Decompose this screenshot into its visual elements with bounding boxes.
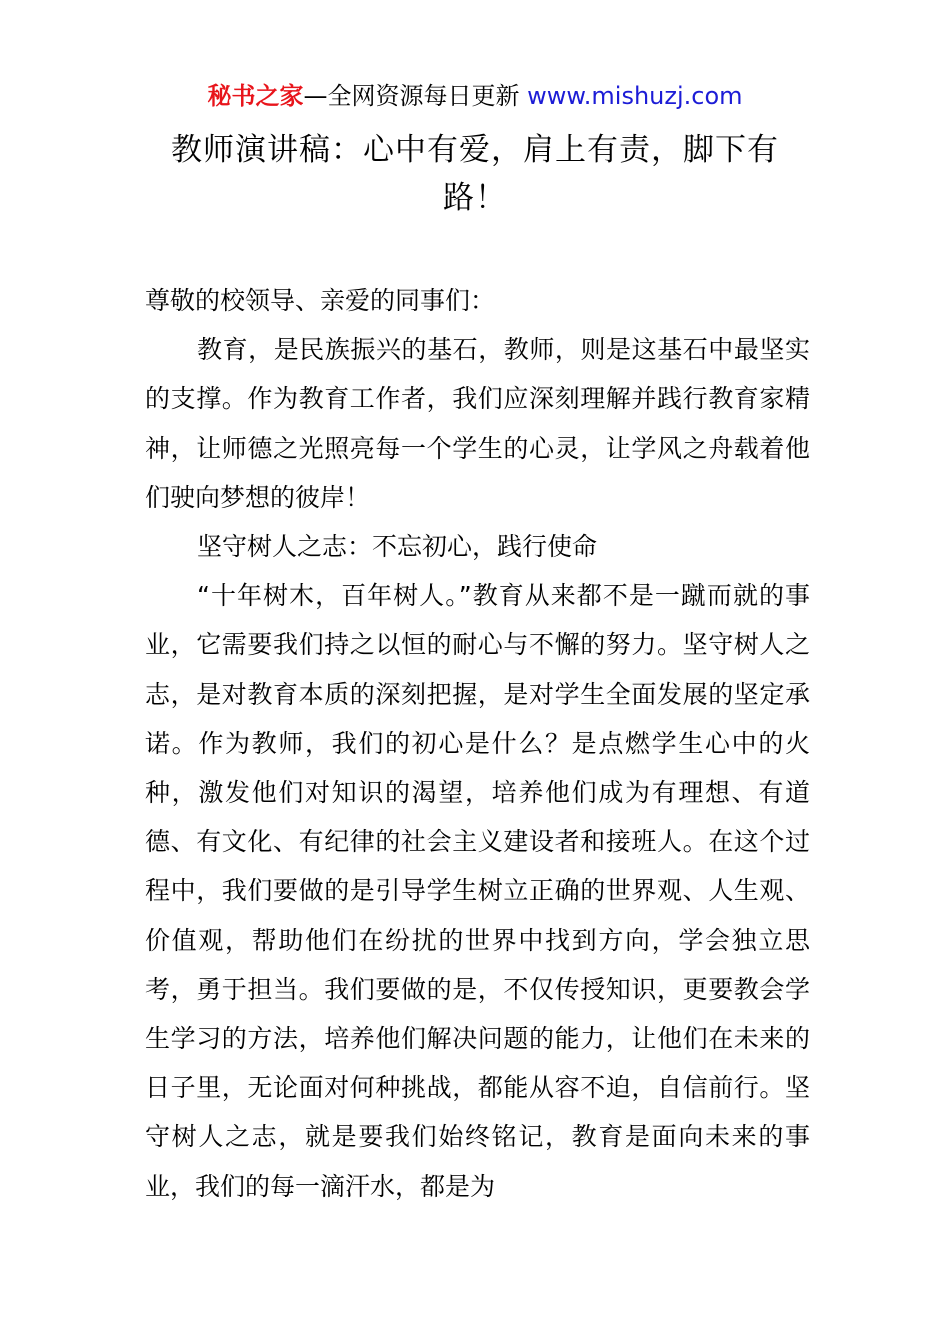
salutation: 尊敬的校领导、亲爱的同事们：: [145, 286, 496, 315]
section-heading: 坚守树人之志：不忘初心，践行使命: [197, 532, 598, 562]
document-body: [145, 276, 810, 1211]
paragraph: “十年树木，百年树人。”教育从来都不是一蹴而就的事业，它需要我们持之以恒的耐心与不懈的努力。坚守树人之志，是对教育本质的深刻把握，是对学生全面发展的坚定承诺。作为教师，我们的初心是什么？是点燃学生心中的火种，激发他们对知识的渴望，培养他们成为有理想、有道德、有文化、有纪律的社会主义建设者和接班人。在这个过程中，我们要做的是引导学生树立正确的世界观、人生观、价值观，帮助他们在纷扰的世界中找到方向，学会独立思考，勇于担当。我们要做的是，不仅传授知识，更要教会学生学习的方法，培养他们解决问题的能力，让他们在未来的日子里，无论面对何种挑战，都能从容不迫，自信前行。坚守树人之志，就是要我们始终铭记，教育是面向未来的事业，我们的每一滴汗水，都是为: [145, 581, 810, 1201]
site-brand: 秘书之家: [207, 82, 304, 110]
site-header: [0, 80, 950, 112]
document-title: 教师演讲稿：心中有爱，肩上有责，脚下有路！: [171, 132, 779, 216]
site-tagline: —全网资源每日更新: [303, 82, 520, 110]
paragraph: 教育，是民族振兴的基石，教师，则是这基石中最坚实的支撑。作为教育工作者，我们应深刻理解并践行教育家精神，让师德之光照亮每一个学生的心灵，让学风之舟载着他们驶向梦想的彼岸！: [145, 335, 810, 512]
site-url-link[interactable]: www.mishuzj.com: [527, 82, 743, 110]
